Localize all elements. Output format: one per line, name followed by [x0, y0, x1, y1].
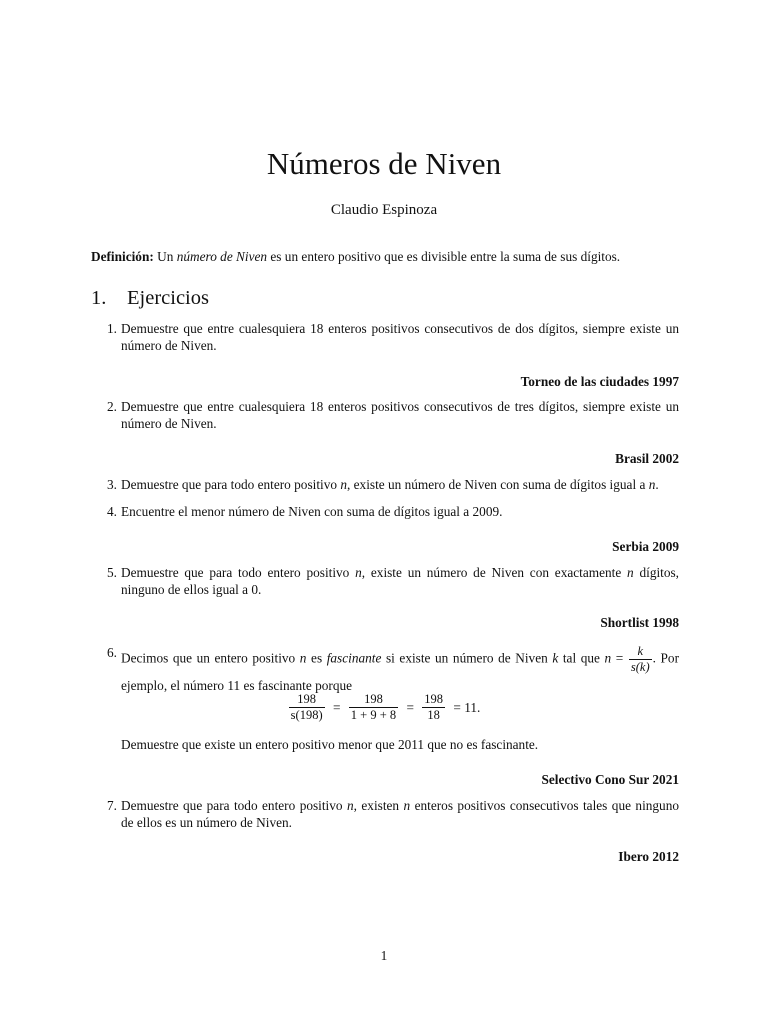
inline-fraction: $\frac{k}{s(k)}$ [630, 644, 650, 674]
list-item-marker: 6. [107, 645, 117, 660]
math-var: n [346, 798, 354, 813]
source-label: Shortlist 1998 [600, 615, 679, 630]
list-item-text: Demuestre que para todo entero positivo n, existen n enteros positivos consecutivos tales que ninguno de ellos es un número de Niven. [121, 798, 680, 830]
page-title: Números de Niven [266, 146, 502, 181]
math-var: k [552, 650, 559, 666]
list-item-text: Demuestre que para todo entero positivo n, existe un número de Niven con exactamente n dígitos, ninguno de ellos igual a 0. [121, 565, 680, 597]
definition-pre: Un [157, 249, 174, 264]
list-item-marker: 7. [107, 798, 117, 813]
list-item [91, 644, 679, 697]
list-item [91, 398, 679, 432]
list-item-text: Decimos que un entero positivo n es fascinante si existe un número de Niven k tal que n = $\frac{k}{s(k)}$ . Por ejemplo, el número 11 es fascinante porque [121, 644, 680, 693]
list-item-text: Demuestre que existe un entero positivo menor que 2011 que no es fascinante. [121, 737, 539, 752]
math-var: n [627, 565, 634, 580]
list-item [91, 320, 679, 354]
fraction: $\frac{198}{1 + 9 + 8}$ [350, 692, 397, 722]
page-number: 1 [380, 948, 388, 963]
list-item-text: Demuestre que entre cualesquiera 18 enteros positivos consecutivos de dos dígitos, siempre existe un número de Niven. [121, 321, 679, 353]
source-label: Torneo de las ciudades 1997 [520, 374, 679, 389]
defined-term: fascinante [326, 650, 382, 666]
section-title: Ejercicios [127, 287, 209, 309]
source-label: Ibero 2012 [618, 849, 679, 864]
list-item-marker: 5. [107, 565, 117, 580]
fraction: $\frac{198}{18}$ [424, 692, 444, 722]
fraction: $\frac{198}{s(198)}$ [290, 692, 323, 722]
math-var: n [604, 650, 612, 666]
math-var: n [299, 650, 307, 666]
list-item-text: Demuestre que para todo entero positivo n, existe un número de Niven con suma de dígitos igual a n. [121, 477, 659, 492]
equation-result: = 11. [453, 699, 481, 715]
definition-term: número de Niven [176, 249, 268, 264]
math-var: n [340, 477, 347, 492]
list-item-continuation [91, 736, 679, 753]
list-item [91, 476, 679, 493]
display-equation: $\frac{198}{s(198)}$ = $\frac{198}{1 + 9 + 8}$ = $\frac{198}{18}$ = 11. [290, 692, 481, 722]
definition-post: es un entero positivo que es divisible entre la suma de sus dígitos. [270, 249, 621, 264]
definition [91, 247, 677, 266]
list-item [91, 797, 679, 831]
math-var: n [355, 565, 362, 580]
source-label: Brasil 2002 [615, 451, 679, 466]
section-number: 1. [91, 287, 107, 309]
math-var: n [648, 477, 656, 492]
list-item [91, 503, 679, 520]
list-item-marker: 4. [107, 504, 117, 519]
list-item-marker: 3. [107, 477, 117, 492]
source-label: Serbia 2009 [612, 539, 679, 554]
definition-label: Definición: [91, 249, 154, 264]
list-item-marker: 1. [107, 321, 117, 336]
list-item-text: Encuentre el menor número de Niven con suma de dígitos igual a 2009. [121, 504, 503, 519]
source-label: Selectivo Cono Sur 2021 [541, 772, 679, 787]
list-item [91, 564, 679, 598]
math-var: n [403, 798, 411, 813]
list-item-marker: 2. [107, 399, 117, 414]
author: Claudio Espinoza [330, 202, 438, 218]
list-item-text: Demuestre que entre cualesquiera 18 enteros positivos consecutivos de tres dígitos, siempre existe un número de Niven. [121, 399, 679, 431]
section-heading [91, 285, 209, 311]
